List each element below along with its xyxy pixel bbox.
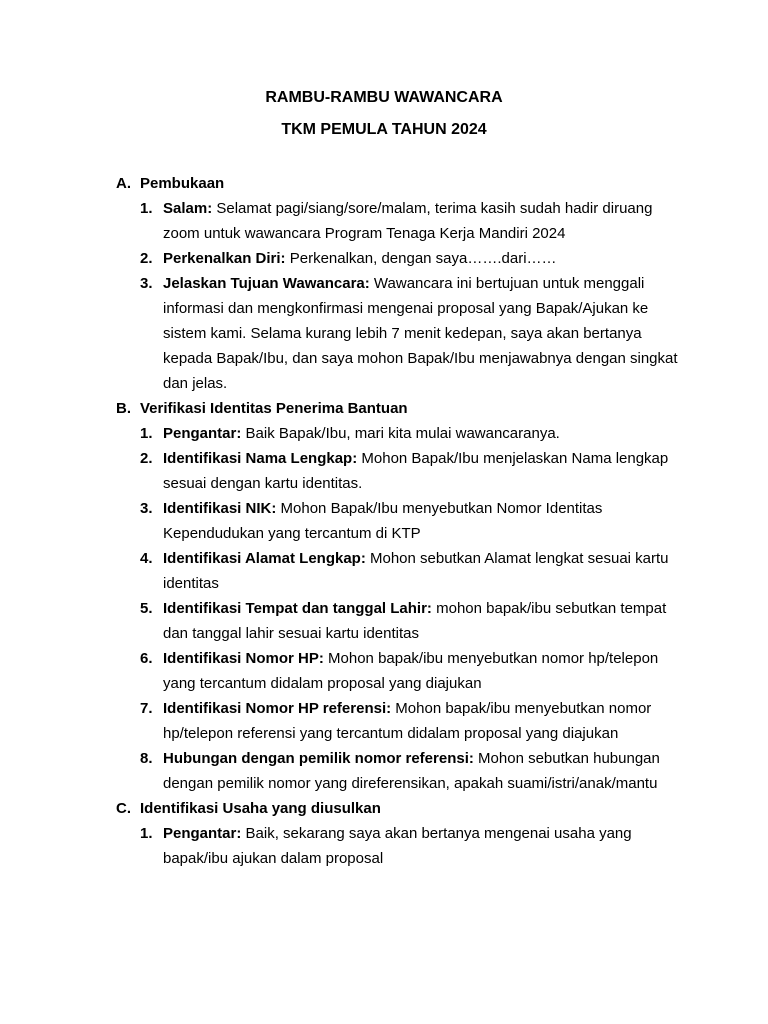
- item-text: Mohon sebutkan Alamat lengkat sesuai kartu identitas: [163, 550, 669, 592]
- document-subtitle: TKM PEMULA TAHUN 2024: [281, 121, 487, 138]
- item-label: Salam:: [163, 200, 213, 217]
- list-item: [140, 496, 688, 546]
- item-text: Mohon bapak/ibu menyebutkan nomor hp/telepon referensi yang tercantum didalam proposal yang diajukan: [163, 700, 652, 742]
- item-number: 4.: [140, 550, 153, 567]
- item-label: Identifikasi NIK:: [163, 500, 277, 517]
- item-label: Pengantar:: [163, 425, 242, 442]
- list-item: [140, 696, 688, 746]
- item-text: Mohon Bapak/Ibu menjelaskan Nama lengkap sesuai dengan kartu identitas.: [163, 450, 669, 492]
- item-number: 8.: [140, 750, 153, 767]
- item-text: mohon bapak/ibu sebutkan tempat dan tanggal lahir sesuai kartu identitas: [163, 600, 667, 642]
- item-number: 6.: [140, 650, 153, 667]
- list-item: [140, 546, 688, 596]
- item-number: 2.: [140, 450, 153, 467]
- list-item: [140, 271, 688, 396]
- list-item: [140, 246, 688, 271]
- list-item: [140, 646, 688, 696]
- section-item-list: [140, 821, 688, 871]
- section-item-list: [140, 196, 688, 396]
- item-label: Identifikasi Alamat Lengkap:: [163, 550, 366, 567]
- item-label: Identifikasi Nomor HP:: [163, 650, 324, 667]
- item-number: 3.: [140, 275, 153, 292]
- item-number: 3.: [140, 500, 153, 517]
- item-text: Mohon sebutkan hubungan dengan pemilik nomor yang direferensikan, apakah suami/istri/anak/mantu: [163, 750, 660, 792]
- list-item: [140, 596, 688, 646]
- item-label: Identifikasi Tempat dan tanggal Lahir:: [163, 600, 432, 617]
- section-title: Identifikasi Usaha yang diusulkan: [140, 800, 381, 817]
- item-text: Mohon bapak/ibu menyebutkan nomor hp/telepon yang tercantum didalam proposal yang diajukan: [163, 650, 659, 692]
- document-body: [116, 171, 688, 871]
- item-number: 7.: [140, 700, 153, 717]
- item-number: 1.: [140, 825, 153, 842]
- item-number: 2.: [140, 250, 153, 267]
- item-number: 1.: [140, 425, 153, 442]
- section-letter: C.: [116, 800, 131, 817]
- section-item-list: [140, 421, 688, 796]
- section-title: Verifikasi Identitas Penerima Bantuan: [140, 400, 408, 417]
- section-a: [116, 171, 688, 396]
- item-label: Identifikasi Nama Lengkap:: [163, 450, 358, 467]
- item-number: 1.: [140, 200, 153, 217]
- list-item: [140, 746, 688, 796]
- list-item: [140, 421, 688, 446]
- list-item: [140, 821, 688, 871]
- list-item: [140, 446, 688, 496]
- item-label: Hubungan dengan pemilik nomor referensi:: [163, 750, 474, 767]
- item-text: Baik, sekarang saya akan bertanya mengenai usaha yang bapak/ibu ajukan dalam proposal: [163, 825, 632, 867]
- item-label: Perkenalkan Diri:: [163, 250, 286, 267]
- section-title: Pembukaan: [140, 175, 225, 192]
- section-b: [116, 396, 688, 796]
- item-text: Baik Bapak/Ibu, mari kita mulai wawancaranya.: [245, 425, 560, 442]
- list-item: [140, 196, 688, 246]
- item-label: Identifikasi Nomor HP referensi:: [163, 700, 392, 717]
- item-text: Wawancara ini bertujuan untuk menggali informasi dan mengkonfirmasi mengenai proposal yang Bapak/Ajukan ke sistem kami. Selama kurang lebih 7 menit kedepan, saya akan bertanya kepada Bapak/Ibu, dan saya mohon Bapak/Ibu menjawabnya dengan singkat dan jelas.: [163, 275, 678, 392]
- section-letter: A.: [116, 175, 131, 192]
- section-letter: B.: [116, 400, 131, 417]
- item-text: Selamat pagi/siang/sore/malam, terima kasih sudah hadir diruang zoom untuk wawancara Program Tenaga Kerja Mandiri 2024: [163, 200, 653, 242]
- section-c: [116, 796, 688, 871]
- item-label: Jelaskan Tujuan Wawancara:: [163, 275, 370, 292]
- item-text: Mohon Bapak/Ibu menyebutkan Nomor Identitas Kependudukan yang tercantum di KTP: [163, 500, 603, 542]
- item-number: 5.: [140, 600, 153, 617]
- item-label: Pengantar:: [163, 825, 242, 842]
- document-title: RAMBU-RAMBU WAWANCARA: [265, 89, 503, 106]
- item-text: Perkenalkan, dengan saya…….dari……: [289, 250, 557, 267]
